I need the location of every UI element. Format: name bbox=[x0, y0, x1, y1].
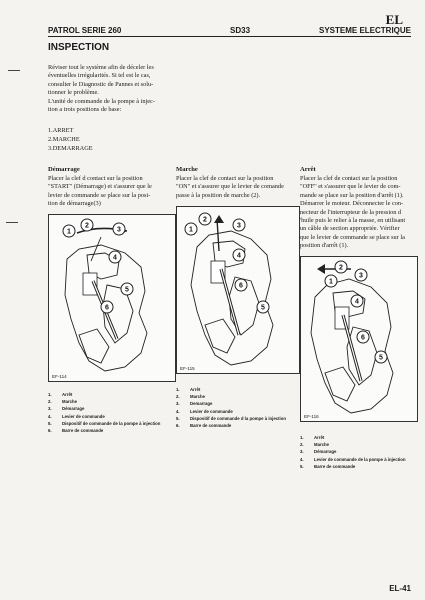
intro-line: tion a trois positions de base: bbox=[48, 106, 122, 114]
text-line: mande se place sur la position d'arrêt (1). bbox=[300, 191, 404, 199]
text-line: tion de démarrage(3) bbox=[48, 200, 101, 208]
text-line: passe à la position de marche (2). bbox=[176, 191, 261, 199]
text-line: Placer la clef de contact sur la position bbox=[300, 175, 398, 182]
text-line: Placer la clef d contact sur la position bbox=[48, 175, 143, 182]
text-line: que le levier de commande se place sur la bbox=[300, 233, 405, 241]
svg-text:2: 2 bbox=[203, 216, 207, 224]
legend-item: 3. Demarrage bbox=[176, 401, 213, 407]
text-line: un câble de section appropriée. Vérifier bbox=[300, 225, 400, 233]
legend-item: 2. Marche bbox=[176, 394, 206, 400]
legend-item: 4. Levier de commande bbox=[48, 413, 105, 419]
figure-demarrage bbox=[48, 214, 176, 382]
svg-text:5: 5 bbox=[125, 286, 129, 294]
figure-label: EF-115 bbox=[180, 366, 195, 371]
header-section-title: SYSTEME ELECTRIQUE bbox=[318, 26, 411, 35]
position-item: 2.MARCHE bbox=[48, 136, 80, 144]
svg-text:2: 2 bbox=[85, 222, 89, 230]
legend-item: 1. Arrêt bbox=[300, 435, 325, 440]
svg-text:3: 3 bbox=[237, 222, 241, 230]
svg-text:6: 6 bbox=[361, 334, 365, 342]
legend-item: 3. Démarrage bbox=[300, 449, 337, 455]
svg-text:4: 4 bbox=[113, 254, 117, 262]
margin-mark bbox=[6, 222, 18, 223]
column-title-arret: Arrêt bbox=[300, 166, 316, 173]
svg-text:6: 6 bbox=[105, 304, 109, 312]
engine-diagram bbox=[301, 257, 417, 421]
svg-text:5: 5 bbox=[261, 304, 265, 312]
figure-label: EF-116 bbox=[304, 414, 319, 419]
intro-line: consulter le Diagnostic de Pannes et solu- bbox=[48, 80, 154, 88]
legend-demarrage bbox=[48, 391, 174, 434]
figure-arret bbox=[300, 256, 418, 422]
column-text-marche bbox=[176, 175, 298, 200]
svg-text:3: 3 bbox=[359, 272, 363, 280]
legend-marche bbox=[176, 386, 298, 429]
svg-text:4: 4 bbox=[237, 252, 241, 260]
header-section-code: EL bbox=[385, 12, 403, 27]
intro-line: Réviser tout le système afin de déceler les bbox=[48, 64, 154, 71]
text-line: Démarrer le moteur. Déconnecter le con- bbox=[300, 200, 404, 208]
column-text-demarrage bbox=[48, 175, 170, 209]
text-line: "START" (Démarrage) et s'assurer que le bbox=[48, 183, 152, 191]
legend-item: 5. Dispositif de commande d la pompe à injection bbox=[176, 415, 286, 421]
section-title: INSPECTION bbox=[48, 42, 110, 53]
header-rule bbox=[48, 36, 411, 37]
svg-text:3: 3 bbox=[117, 226, 121, 234]
text-line: 'huile puis le relier à la masse, en utilisant bbox=[300, 217, 406, 225]
margin-mark bbox=[8, 70, 20, 71]
svg-text:1: 1 bbox=[329, 278, 333, 286]
column-text-arret bbox=[300, 175, 414, 251]
legend-item: 4. Levier de commande bbox=[176, 408, 233, 414]
legend-item: 1. Arrêt bbox=[176, 387, 201, 392]
legend-item: 1. Arrêt bbox=[48, 392, 73, 397]
position-item: 1.ARRET bbox=[48, 127, 74, 134]
header-engine: SD33 bbox=[230, 26, 251, 35]
position-item: 3.DEMARRAGE bbox=[48, 145, 93, 153]
text-line: Placer la clef de contact sur la position bbox=[176, 175, 274, 182]
page-header bbox=[48, 12, 411, 38]
text-line: position d'arrêt (1). bbox=[300, 242, 349, 250]
engine-diagram bbox=[49, 215, 175, 381]
page-number: EL-41 bbox=[389, 584, 411, 593]
svg-text:2: 2 bbox=[339, 264, 343, 272]
text-line: necteur de l'interrupteur de la pression d bbox=[300, 208, 402, 216]
svg-text:4: 4 bbox=[355, 298, 359, 306]
figure-marche bbox=[176, 206, 300, 374]
legend-item: 2. Marche bbox=[48, 399, 78, 405]
intro-line: L'unité de commande de la pompe à injec- bbox=[48, 97, 155, 105]
svg-text:1: 1 bbox=[67, 228, 71, 236]
legend-item: 3. Démarrage bbox=[48, 406, 85, 412]
svg-text:6: 6 bbox=[239, 282, 243, 290]
column-title-demarrage: Démarrage bbox=[48, 166, 80, 173]
svg-text:5: 5 bbox=[379, 354, 383, 362]
legend-item: 2. Marche bbox=[300, 442, 330, 448]
text-line: "ON" et s'assurer que le levier de comande bbox=[176, 183, 284, 191]
legend-item: 5. Barre de commande bbox=[300, 463, 356, 469]
text-line: levier de commande se place sur la posi- bbox=[48, 191, 151, 199]
legend-item: 5. Dispositif de commande de la pompe à injection bbox=[48, 420, 161, 426]
positions-list bbox=[48, 126, 148, 154]
figure-label: EF-114 bbox=[52, 374, 67, 379]
text-line: "OFF" et s'assurer que le levier de com- bbox=[300, 183, 401, 191]
intro-text bbox=[48, 64, 198, 114]
legend-item: 6. Barre de commande bbox=[176, 423, 232, 429]
legend-arret bbox=[300, 434, 416, 470]
engine-diagram bbox=[177, 207, 299, 373]
svg-text:1: 1 bbox=[189, 226, 193, 234]
legend-item: 6. Barre de commande bbox=[48, 428, 104, 434]
column-title-marche: Marche bbox=[176, 166, 198, 173]
intro-line: éventuelles irrégularités. Si tel est le cas, bbox=[48, 72, 151, 80]
intro-line: tionner le problème. bbox=[48, 89, 99, 97]
legend-item: 4. Levier de commande de la pompe à injection bbox=[300, 456, 406, 462]
header-model: PATROL SERIE 260 bbox=[48, 26, 122, 35]
